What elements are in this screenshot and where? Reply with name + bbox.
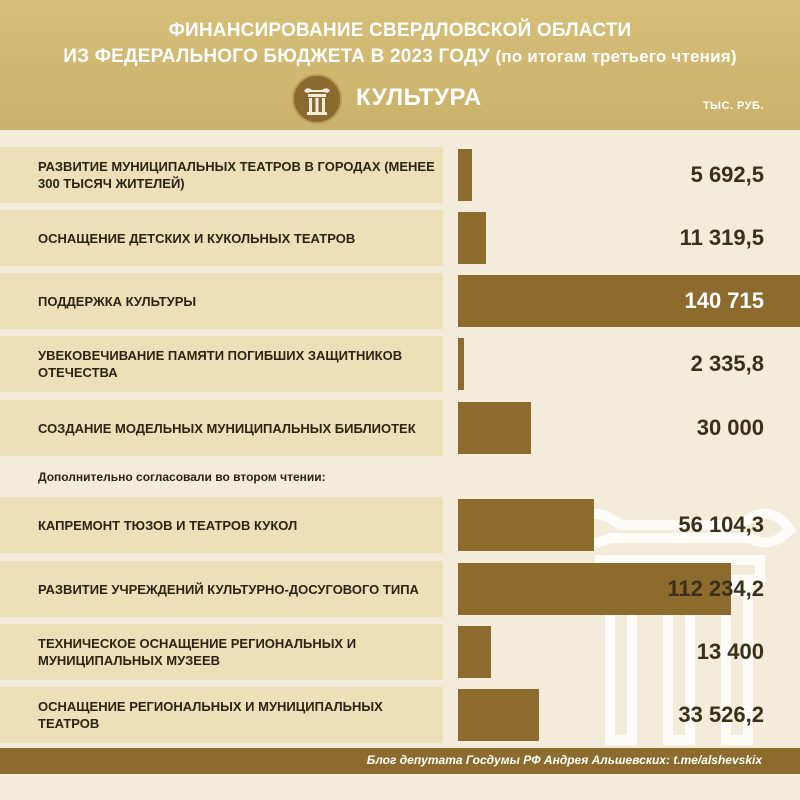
value-label: 112 234,2 (667, 576, 764, 601)
value-label: 140 715 (684, 288, 764, 313)
bar (458, 626, 491, 678)
value-label: 5 692,5 (690, 162, 764, 187)
category-label: РАЗВИТИЕ УЧРЕЖДЕНИЙ КУЛЬТУРНО-ДОСУГОВОГО ТИПА (0, 561, 443, 617)
category-label: ОСНАЩЕНИЕ ДЕТСКИХ И КУКОЛЬНЫХ ТЕАТРОВ (0, 210, 443, 266)
bar (458, 402, 531, 454)
value-label: 13 400 (696, 639, 764, 664)
title-line-1: ФИНАНСИРОВАНИЕ СВЕРДЛОВСКОЙ ОБЛАСТИ (168, 20, 632, 41)
category-label: КАПРЕМОНТ ТЮЗОВ И ТЕАТРОВ КУКОЛ (0, 497, 443, 553)
category-label: ОСНАЩЕНИЕ РЕГИОНАЛЬНЫХ И МУНИЦИПАЛЬНЫХ ТЕАТРОВ (0, 687, 443, 743)
category-label: СОЗДАНИЕ МОДЕЛЬНЫХ МУНИЦИПАЛЬНЫХ БИБЛИОТЕК (0, 400, 443, 456)
bar (458, 149, 472, 201)
bar (458, 338, 464, 390)
category-label: ТЕХНИЧЕСКОЕ ОСНАЩЕНИЕ РЕГИОНАЛЬНЫХ И МУНИЦИПАЛЬНЫХ МУЗЕЕВ (0, 624, 443, 680)
category-label: ПОДДЕРЖКА КУЛЬТУРЫ (0, 273, 443, 329)
footer-text: Блог депутата Госдумы РФ Андрея Альшевских: t.me/alshevskix (366, 753, 762, 767)
bar (458, 689, 539, 741)
title-line-2 (0, 44, 800, 70)
chart-title (0, 18, 800, 70)
value-label: 2 335,8 (690, 351, 764, 376)
bar (458, 212, 486, 264)
section-title: КУЛЬТУРА (356, 84, 482, 111)
category-label: УВЕКОВЕЧИВАНИЕ ПАМЯТИ ПОГИБШИХ ЗАЩИТНИКОВ ОТЕЧЕСТВА (0, 336, 443, 392)
title-line-2-suffix: (по итогам третьего чтения) (495, 47, 737, 66)
value-label: 33 526,2 (678, 702, 764, 727)
value-label: 30 000 (696, 415, 764, 440)
column-capital-icon (292, 74, 342, 124)
value-label: 11 319,5 (679, 225, 764, 250)
title-line-2-main: ИЗ ФЕДЕРАЛЬНОГО БЮДЖЕТА В 2023 ГОДУ (63, 46, 490, 67)
value-label: 56 104,3 (678, 512, 764, 537)
bar (458, 499, 594, 551)
second-reading-note: Дополнительно согласовали во втором чтении: (38, 470, 326, 484)
unit-label: ТЫС. РУБ. (702, 100, 764, 112)
category-label: РАЗВИТИЕ МУНИЦИПАЛЬНЫХ ТЕАТРОВ В ГОРОДАХ (МЕНЕЕ 300 ТЫСЯЧ ЖИТЕЛЕЙ) (0, 147, 443, 203)
